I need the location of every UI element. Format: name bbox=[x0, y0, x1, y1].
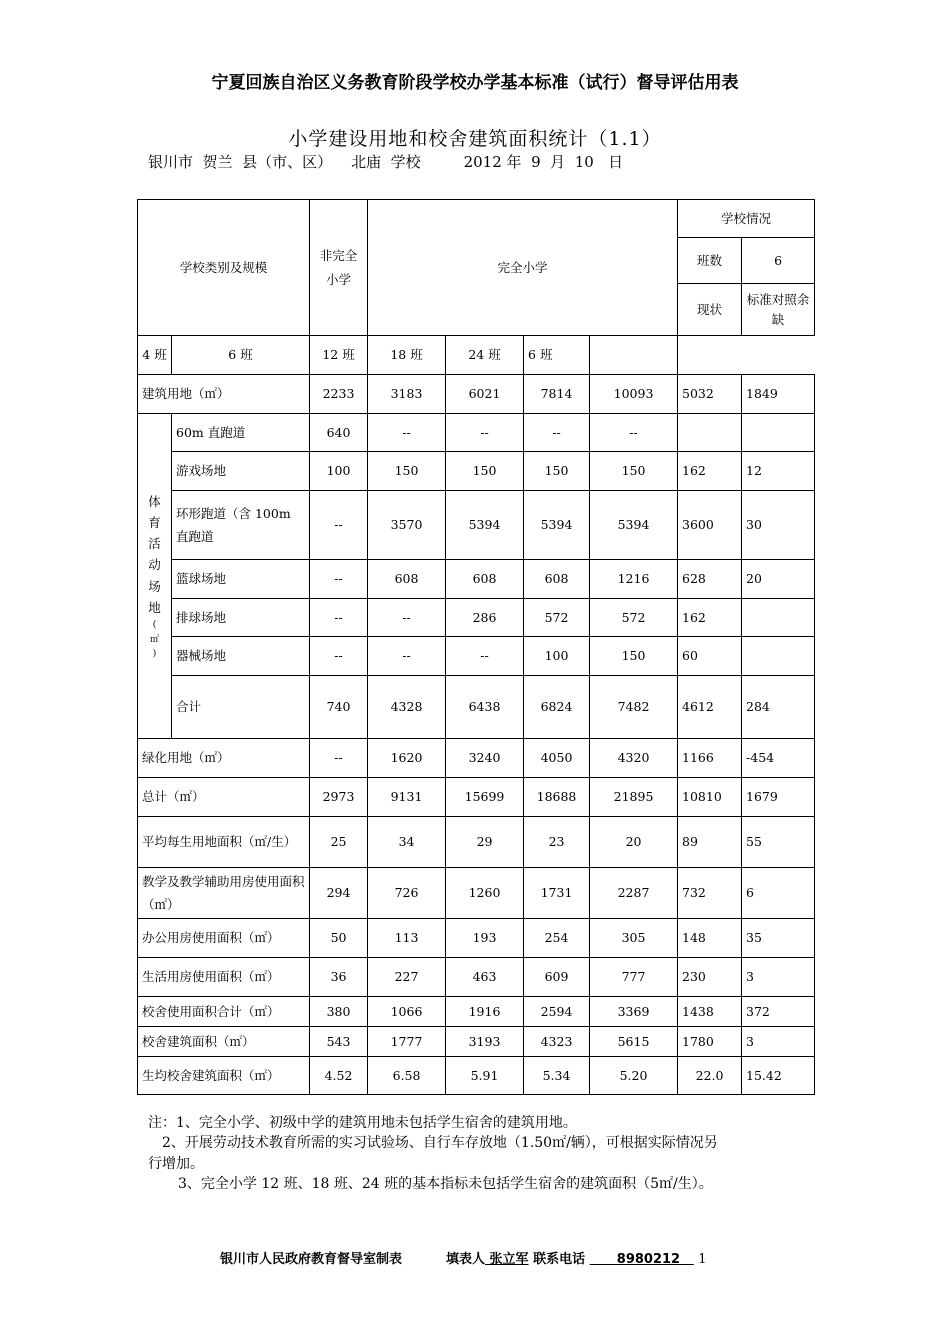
table-row bbox=[138, 599, 815, 637]
row-label: 生均校舍建筑面积（㎡） bbox=[138, 1057, 310, 1095]
table-cell: -- bbox=[524, 414, 590, 452]
table-cell: -- bbox=[368, 414, 446, 452]
table-cell: 150 bbox=[590, 637, 678, 676]
table-cell: -- bbox=[590, 414, 678, 452]
scale-cell: 12 班 bbox=[310, 336, 368, 375]
table-cell: 254 bbox=[524, 919, 590, 958]
footer-filler-label: 填表人 bbox=[446, 1252, 486, 1267]
table-cell: 3240 bbox=[446, 739, 524, 778]
table-cell: 150 bbox=[524, 452, 590, 491]
table-cell: 7482 bbox=[590, 676, 678, 739]
table-cell: 12 bbox=[742, 452, 815, 491]
footer-maker: 银川市人民政府教育督导室制表 bbox=[220, 1252, 403, 1267]
table-cell: 20 bbox=[742, 560, 815, 599]
table-cell: 1166 bbox=[678, 739, 742, 778]
table-cell: 21895 bbox=[590, 778, 678, 817]
table-row bbox=[138, 637, 815, 676]
note-1: 注：1、完全小学、初级中学的建筑用地未包括学生宿舍的建筑用地。 bbox=[148, 1115, 577, 1131]
table-cell: 1216 bbox=[590, 560, 678, 599]
table-cell: 6021 bbox=[446, 375, 524, 414]
table-cell: 572 bbox=[590, 599, 678, 637]
complete-header: 完全小学 bbox=[368, 200, 678, 336]
table-cell: 463 bbox=[446, 958, 524, 997]
table-cell: 305 bbox=[590, 919, 678, 958]
table-cell: 640 bbox=[310, 414, 368, 452]
table-row bbox=[138, 414, 815, 452]
table-cell: 6 bbox=[742, 868, 815, 919]
row-label: 篮球场地 bbox=[172, 560, 310, 599]
non-complete-header: 非完全小学 bbox=[310, 200, 368, 336]
row-label: 绿化用地（㎡） bbox=[138, 739, 310, 778]
table-cell: 608 bbox=[446, 560, 524, 599]
row-label: 教学及教学辅助用房使用面积（㎡） bbox=[138, 868, 310, 919]
table-cell: 25 bbox=[310, 817, 368, 868]
table-cell: 2233 bbox=[310, 375, 368, 414]
table-cell: 1777 bbox=[368, 1027, 446, 1057]
table-cell: 3600 bbox=[678, 491, 742, 560]
note-3: 3、完全小学 12 班、18 班、24 班的基本指标未包括学生宿舍的建筑面积（5㎡/生）。 bbox=[178, 1175, 713, 1192]
footer-filler-name: 张立军 bbox=[485, 1252, 529, 1267]
table-row bbox=[138, 868, 815, 919]
table-cell: 148 bbox=[678, 919, 742, 958]
table-cell: 4050 bbox=[524, 739, 590, 778]
table-cell: 5615 bbox=[590, 1027, 678, 1057]
table-cell: 628 bbox=[678, 560, 742, 599]
table-cell: 150 bbox=[446, 452, 524, 491]
table-cell: 50 bbox=[310, 919, 368, 958]
table-cell: 608 bbox=[368, 560, 446, 599]
table-cell: 2594 bbox=[524, 997, 590, 1027]
table-cell: 294 bbox=[310, 868, 368, 919]
table-cell: 1780 bbox=[678, 1027, 742, 1057]
table-cell: -454 bbox=[742, 739, 815, 778]
table-cell: 732 bbox=[678, 868, 742, 919]
table-row bbox=[138, 958, 815, 997]
table-cell: 100 bbox=[524, 637, 590, 676]
status-now-header: 现状 bbox=[678, 284, 742, 336]
table-row bbox=[138, 817, 815, 868]
scale-cell: 6 班 bbox=[172, 336, 310, 375]
table-cell: 372 bbox=[742, 997, 815, 1027]
table-cell: 1066 bbox=[368, 997, 446, 1027]
sub-title: 小学建设用地和校舍建筑面积统计（1.1） bbox=[288, 128, 662, 150]
table-row bbox=[138, 997, 815, 1027]
corner-header: 学校类别及规模 bbox=[138, 200, 310, 336]
table-cell: 18688 bbox=[524, 778, 590, 817]
table-cell: 23 bbox=[524, 817, 590, 868]
table-cell: -- bbox=[310, 599, 368, 637]
row-label: 排球场地 bbox=[172, 599, 310, 637]
table-cell: 5394 bbox=[590, 491, 678, 560]
footer bbox=[220, 1248, 707, 1267]
table-cell: 3369 bbox=[590, 997, 678, 1027]
row-label: 器械场地 bbox=[172, 637, 310, 676]
pe-group-unit: ( ㎡ ) bbox=[149, 620, 159, 659]
row-label: 环形跑道（含 100m 直跑道 bbox=[172, 491, 310, 560]
scale-cell: 4 班 bbox=[138, 336, 172, 375]
table-cell: 15.42 bbox=[742, 1057, 815, 1095]
table-cell: 22.0 bbox=[678, 1057, 742, 1095]
table-row bbox=[138, 1057, 815, 1095]
table-cell: 35 bbox=[742, 919, 815, 958]
table-cell: 7814 bbox=[524, 375, 590, 414]
table-cell bbox=[742, 599, 815, 637]
table-cell: 5.34 bbox=[524, 1057, 590, 1095]
table-cell: 20 bbox=[590, 817, 678, 868]
table-cell: 60 bbox=[678, 637, 742, 676]
table-cell: -- bbox=[368, 599, 446, 637]
table-cell: 113 bbox=[368, 919, 446, 958]
table-cell: 162 bbox=[678, 452, 742, 491]
class-count-value: 6 bbox=[742, 238, 815, 284]
table-cell: 9131 bbox=[368, 778, 446, 817]
table-cell: 608 bbox=[524, 560, 590, 599]
pe-group-text: 体 育 活 动 场 地 bbox=[148, 493, 161, 615]
table-row bbox=[138, 778, 815, 817]
table-cell: 1679 bbox=[742, 778, 815, 817]
statistics-table bbox=[137, 199, 815, 1095]
table-cell: 5.91 bbox=[446, 1057, 524, 1095]
table-row bbox=[138, 560, 815, 599]
table-cell: 284 bbox=[742, 676, 815, 739]
table-row bbox=[138, 676, 815, 739]
table-cell: 3193 bbox=[446, 1027, 524, 1057]
table-cell: 3 bbox=[742, 1027, 815, 1057]
table-cell: 10810 bbox=[678, 778, 742, 817]
table-cell: 29 bbox=[446, 817, 524, 868]
row-label: 办公用房使用面积（㎡） bbox=[138, 919, 310, 958]
table-cell: 34 bbox=[368, 817, 446, 868]
pe-group-label bbox=[138, 414, 172, 739]
table-cell: 230 bbox=[678, 958, 742, 997]
row-label: 总计（㎡） bbox=[138, 778, 310, 817]
table-cell: 5032 bbox=[678, 375, 742, 414]
table-cell: 286 bbox=[446, 599, 524, 637]
row-label: 生活用房使用面积（㎡） bbox=[138, 958, 310, 997]
table-cell: 543 bbox=[310, 1027, 368, 1057]
note-2: 2、开展劳动技术教育所需的实习试验场、自行车存放地（1.50㎡/辆），可根据实际情况另 bbox=[162, 1135, 718, 1152]
scale-cell: 24 班 bbox=[446, 336, 524, 375]
row-label: 游戏场地 bbox=[172, 452, 310, 491]
row-label: 合计 bbox=[172, 676, 310, 739]
note-2-continued: 行增加。 bbox=[148, 1155, 204, 1172]
scale-cell: 18 班 bbox=[368, 336, 446, 375]
table-cell: 89 bbox=[678, 817, 742, 868]
table-cell: 726 bbox=[368, 868, 446, 919]
table-cell: 2287 bbox=[590, 868, 678, 919]
school-status-header: 学校情况 bbox=[678, 200, 815, 238]
table-cell: -- bbox=[446, 637, 524, 676]
table-cell: 3 bbox=[742, 958, 815, 997]
table-cell: 150 bbox=[590, 452, 678, 491]
notes bbox=[148, 1113, 818, 1194]
table-cell: 1849 bbox=[742, 375, 815, 414]
table-cell: 2973 bbox=[310, 778, 368, 817]
table-cell: 572 bbox=[524, 599, 590, 637]
row-label: 校舍使用面积合计（㎡） bbox=[138, 997, 310, 1027]
page-number: 1 bbox=[698, 1252, 707, 1267]
table-cell: 1260 bbox=[446, 868, 524, 919]
table-cell: 36 bbox=[310, 958, 368, 997]
table-cell bbox=[742, 637, 815, 676]
table-cell: 150 bbox=[368, 452, 446, 491]
table-cell: 1916 bbox=[446, 997, 524, 1027]
table-row bbox=[138, 919, 815, 958]
school-info-line: 银川市 贺兰 县（市、区） 北庙 学校 2012 年 9 月 10 日 bbox=[148, 153, 624, 171]
scale-cell: 6 班 bbox=[524, 336, 590, 375]
table-cell: 740 bbox=[310, 676, 368, 739]
table-cell bbox=[678, 414, 742, 452]
row-label: 校舍建筑面积（㎡） bbox=[138, 1027, 310, 1057]
footer-phone-label: 联系电话 bbox=[528, 1252, 590, 1267]
table-cell: 227 bbox=[368, 958, 446, 997]
table-cell: 193 bbox=[446, 919, 524, 958]
table-row bbox=[138, 739, 815, 778]
table-cell: 5394 bbox=[524, 491, 590, 560]
table-row bbox=[138, 1027, 815, 1057]
table-cell: 380 bbox=[310, 997, 368, 1027]
table-cell: -- bbox=[368, 637, 446, 676]
scale-cell bbox=[590, 336, 678, 375]
table-cell: 1731 bbox=[524, 868, 590, 919]
table-cell: 30 bbox=[742, 491, 815, 560]
table-cell: 1438 bbox=[678, 997, 742, 1027]
table-row bbox=[138, 375, 815, 414]
table-cell: 609 bbox=[524, 958, 590, 997]
table-cell: 6.58 bbox=[368, 1057, 446, 1095]
table-cell: -- bbox=[310, 739, 368, 778]
table-cell: 5394 bbox=[446, 491, 524, 560]
table-cell: 100 bbox=[310, 452, 368, 491]
table-cell: 3570 bbox=[368, 491, 446, 560]
table-cell: 1620 bbox=[368, 739, 446, 778]
status-diff-header: 标准对照余缺 bbox=[742, 284, 815, 336]
table-cell bbox=[742, 414, 815, 452]
table-cell: 4320 bbox=[590, 739, 678, 778]
table-cell: 4.52 bbox=[310, 1057, 368, 1095]
row-label: 平均每生用地面积（㎡/生） bbox=[138, 817, 310, 868]
row-label: 建筑用地（㎡） bbox=[138, 375, 310, 414]
table-cell: 6438 bbox=[446, 676, 524, 739]
data-rows bbox=[138, 375, 815, 1095]
table-cell: -- bbox=[446, 414, 524, 452]
table-cell: 162 bbox=[678, 599, 742, 637]
class-count-label: 班数 bbox=[678, 238, 742, 284]
footer-phone: 8980212 bbox=[589, 1252, 694, 1267]
table-cell: 4328 bbox=[368, 676, 446, 739]
table-cell: 15699 bbox=[446, 778, 524, 817]
table-cell: 4612 bbox=[678, 676, 742, 739]
table-cell: -- bbox=[310, 560, 368, 599]
main-title: 宁夏回族自治区义务教育阶段学校办学基本标准（试行）督导评估用表 bbox=[211, 73, 739, 93]
table-row bbox=[138, 491, 815, 560]
table-cell: 4323 bbox=[524, 1027, 590, 1057]
table-cell: 777 bbox=[590, 958, 678, 997]
table-cell: -- bbox=[310, 491, 368, 560]
table-cell: -- bbox=[310, 637, 368, 676]
table-cell: 6824 bbox=[524, 676, 590, 739]
table-cell: 55 bbox=[742, 817, 815, 868]
table-cell: 3183 bbox=[368, 375, 446, 414]
row-label: 60m 直跑道 bbox=[172, 414, 310, 452]
table-cell: 10093 bbox=[590, 375, 678, 414]
table-row bbox=[138, 452, 815, 491]
table-cell: 5.20 bbox=[590, 1057, 678, 1095]
